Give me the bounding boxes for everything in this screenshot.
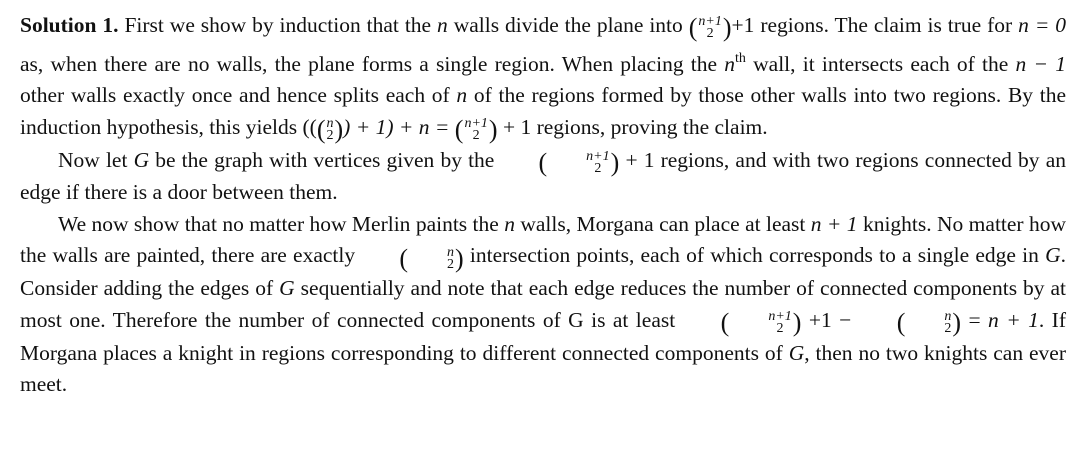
text: We now show that no matter how Merlin paints the <box>58 211 499 236</box>
text: other walls exactly once and hence splits each of <box>20 83 450 108</box>
solution-title: Solution 1. <box>20 13 119 37</box>
math-n-minus-1: n − 1 <box>1015 51 1066 76</box>
binomial: ( n 2 ) <box>316 115 344 145</box>
text: walls, Morgana can place at least <box>520 211 806 236</box>
text: + 1 regions, and with two regions connected by an edge if there is a door between them. <box>20 147 1066 205</box>
math-n: n <box>456 83 468 108</box>
text: First we show by induction that the <box>124 13 432 37</box>
text: + 1 regions, proving the claim. <box>502 114 768 139</box>
text: , then no two knights can ever meet. <box>20 340 1066 397</box>
binomial: ( n+1 2 ) <box>720 308 802 338</box>
math-G: G <box>788 340 805 365</box>
text: as, when there are no walls, the plane forms a single region. When placing the <box>20 51 718 76</box>
math-G: G <box>1045 243 1061 268</box>
math-G: G <box>279 276 295 301</box>
text: sequentially and note that each edge reduces the number of connected components by at most one. Therefore the number of connected components of G is at least <box>20 276 1067 332</box>
math-G: G <box>133 147 150 172</box>
binomial: ( n 2 ) <box>896 308 962 338</box>
text: intersection points, each of which corresponds to a single edge in <box>469 243 1039 268</box>
binomial: ( n+1 2 ) <box>688 13 732 43</box>
solution-document <box>20 10 1066 401</box>
text: wall, it intersects each of the <box>753 51 1009 76</box>
paragraph-2 <box>20 145 1066 209</box>
math-expr: = <box>968 307 981 332</box>
text: be the graph with vertices given by the <box>155 147 495 172</box>
math-n: $n^{th}$ <box>724 50 746 76</box>
text: of the regions formed by those other walls into two regions. By the induction hypothesis, this yields <box>20 83 1066 139</box>
text: +1 regions. The claim is true for <box>731 13 1013 37</box>
math-n: n <box>437 13 448 37</box>
binomial: ( n 2 ) <box>399 243 464 273</box>
math-n-plus-1: n + 1 <box>988 307 1039 332</box>
binomial: ( n+1 2 ) <box>454 115 498 145</box>
paragraph-3 <box>20 209 1066 401</box>
text: . Consider adding the edges of <box>20 243 1067 301</box>
math-n-plus-1: n + 1 <box>810 211 858 236</box>
math-n: n <box>504 211 515 236</box>
text: walls divide the plane into <box>453 13 683 37</box>
math-expr: ) + 1) + n = <box>343 114 450 139</box>
math-expr: (( <box>302 114 317 139</box>
math-expr: +1 − <box>808 307 852 332</box>
text: . If Morgana places a knight in regions corresponding to different connected components of <box>20 307 1067 365</box>
binomial: ( n+1 2 ) <box>538 148 620 177</box>
text: Now let <box>58 147 128 172</box>
math-eq: n = 0 <box>1018 13 1066 37</box>
text: knights. No matter how the walls are painted, there are exactly <box>20 211 1067 268</box>
paragraph-1 <box>20 10 1066 145</box>
